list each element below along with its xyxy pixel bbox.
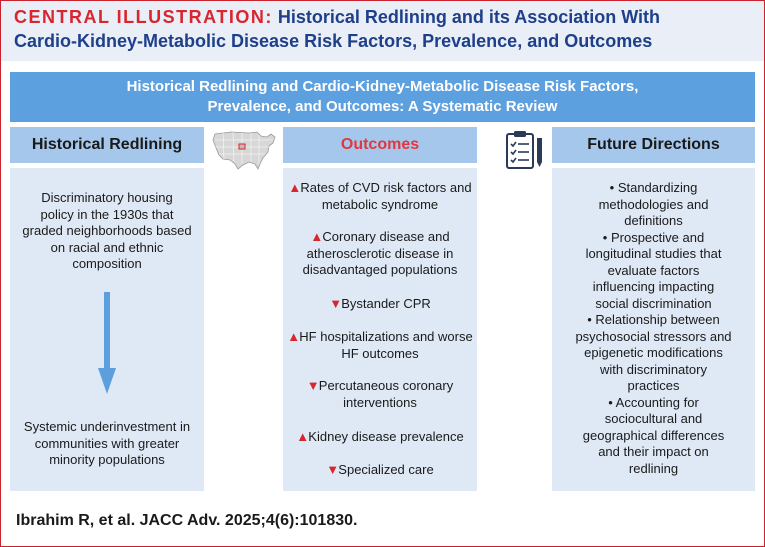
text-line: definitions <box>624 213 683 228</box>
text-line: Systemic underinvestment in <box>23 419 191 434</box>
review-banner <box>10 72 755 122</box>
review-banner-line2: Prevalence, and Outcomes: A Systematic Review <box>207 98 558 115</box>
outcome-item-coronary: ▲Coronary disease and atherosclerotic disease in disadvantaged populations <box>302 229 458 277</box>
text-line: • Prospective and <box>602 229 705 245</box>
down-arrow-icon: ▼ <box>306 378 320 393</box>
clipboard-checklist-icon <box>503 130 547 170</box>
text-line: redlining <box>628 460 679 476</box>
outcome-item-specialized-care: ▼Specialized care <box>326 462 434 477</box>
text-line: evaluate factors <box>607 262 700 278</box>
outcome-item-pci: ▼Percutaneous coronary interventions <box>306 378 454 410</box>
text-line: • Accounting for <box>608 394 699 410</box>
future-directions-heading: Future Directions <box>552 127 755 163</box>
text-line: longitudinal studies that <box>585 246 722 261</box>
citation: Ibrahim R, et al. JACC Adv. 2025;4(6):101830. <box>16 512 358 529</box>
outcome-item-hf: ▲HF hospitalizations and worse HF outcomes <box>287 329 473 361</box>
redlining-top-text <box>10 190 204 273</box>
redlining-panel <box>10 168 204 491</box>
text-line: minority populations <box>49 452 165 467</box>
outcome-item-cvd-risk: ▲Rates of CVD risk factors and metabolic syndrome <box>288 180 472 212</box>
text-line: social discrimination <box>595 295 712 311</box>
redlining-bottom-text <box>10 419 204 469</box>
text-line: • Relationship between <box>587 312 720 327</box>
text-line: • Standardizing <box>609 180 698 195</box>
header-title-line1 <box>14 7 660 28</box>
text-line: communities with greater <box>34 435 180 451</box>
text-line: epigenetic modifications <box>584 345 723 360</box>
down-arrow-icon <box>97 292 117 396</box>
up-arrow-icon: ▲ <box>296 429 310 444</box>
outcome-item-bystander-cpr: ▼Bystander CPR <box>329 296 431 311</box>
down-arrow-icon: ▼ <box>329 296 343 311</box>
text-line: with discriminatory <box>600 361 707 377</box>
text-line: Discriminatory housing <box>41 190 173 205</box>
text-line: geographical differences <box>582 427 725 443</box>
outcomes-panel <box>283 168 477 491</box>
future-directions-panel <box>552 168 755 491</box>
header-title-part1: Historical Redlining and its Association With <box>277 7 661 27</box>
up-arrow-icon: ▲ <box>287 329 301 344</box>
text-line: influencing impacting <box>592 279 715 294</box>
review-banner-line1: Historical Redlining and Cardio-Kidney-Metabolic Disease Risk Factors, <box>126 78 639 95</box>
text-line: sociocultural and <box>604 411 703 426</box>
down-arrow-icon: ▼ <box>326 462 340 477</box>
text-line: and their impact on <box>598 444 709 459</box>
text-line: psychosocial stressors and <box>575 328 732 344</box>
future-directions-list <box>552 180 755 477</box>
text-line: graded neighborhoods based <box>22 223 192 238</box>
text-line: policy in the 1930s that <box>40 206 174 222</box>
up-arrow-icon: ▲ <box>288 180 302 195</box>
text-line: on racial and ethnic <box>50 239 164 255</box>
text-line: methodologies and <box>598 196 709 212</box>
up-arrow-icon: ▲ <box>310 229 324 244</box>
text-line: practices <box>627 378 680 393</box>
central-illustration-label: CENTRAL ILLUSTRATION: <box>14 7 273 27</box>
redlining-heading: Historical Redlining <box>10 127 204 163</box>
outcome-item-kidney: ▲Kidney disease prevalence <box>296 429 464 444</box>
us-map-icon <box>211 128 279 172</box>
outcomes-heading: Outcomes <box>283 127 477 163</box>
text-line: composition <box>72 256 142 271</box>
header-title-line2: Cardio-Kidney-Metabolic Disease Risk Factors, Prevalence, and Outcomes <box>14 31 653 51</box>
